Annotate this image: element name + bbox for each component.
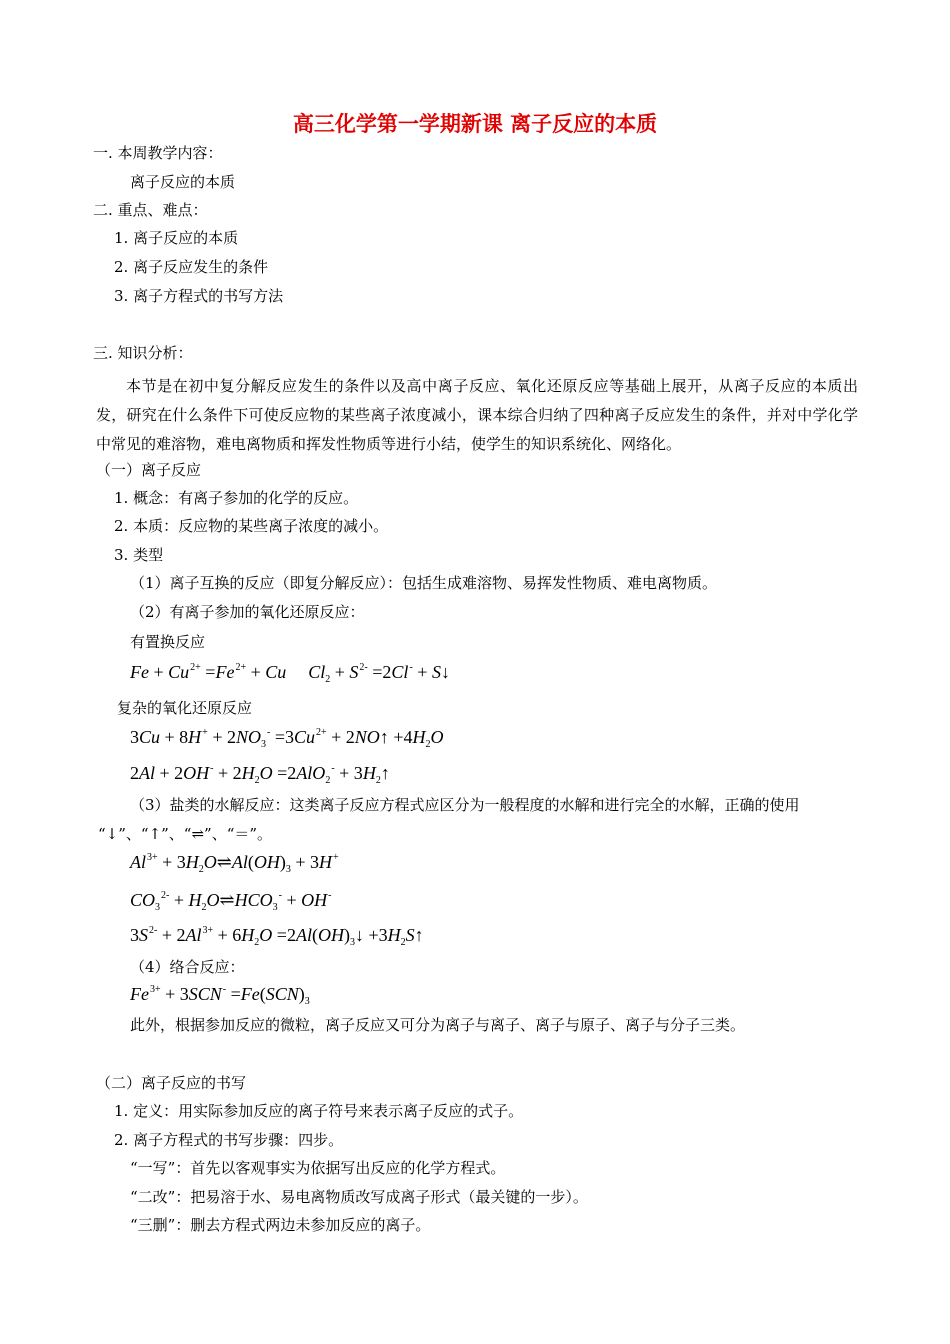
equation-complete-hydrolysis: $3S^{2-} + 2Al^{3+} + 6H_2O$ $=2Al(OH)_3↓$ $+3H_2S↑$ [130,925,424,948]
displacement-label: 有置换反应 [130,633,206,651]
equation-complexation: $Fe^{3+} + 3SCN^- =Fe(SCN)_3$ [130,984,310,1007]
step-3-line: “三删”：删去方程式两边未参加反应的离子。 [130,1216,431,1234]
part-2-heading: （二）离子反应的书写 [96,1074,247,1092]
equation-copper-nitric: $3Cu + 8H^+ + 2NO_3^- =3Cu^{2+}$ + 2NO↑ $+4H_2O$ [130,727,444,750]
step-1-line: “一写”：首先以客观事实为依据写出反应的化学方程式。 [130,1159,506,1177]
section-2-item-2: 2. 离子反应发生的条件 [114,258,269,276]
equation-carbonate-hydrolysis: $CO_3^{2-}$ + $H_2O\rightleftharpoons HCO_3^- + OH^-$ [130,890,332,913]
section-3-paragraph: 本节是在初中复分解反应发生的条件以及高中离子反应、氧化还原反应等基础上展开，从离子反应的本质出发，研究在什么条件下可使反应物的某些离子浓度减小，课本综合归纳了四种离子反应发生的条件，并对中学化学中常见的难溶物，难电离物质和挥发性物质等进行小结，使学生的知识系统化、网络化。 [96,377,858,453]
step-2-line: “二改”：把易溶于水、易电离物质改写成离子形式（最关键的一步）。 [130,1188,588,1206]
types-line: 3. 类型 [114,546,164,564]
type-2-line: （2）有离子参加的氧化还原反应： [130,603,365,621]
equation-aluminium-hydroxide: $2Al + 2OH^- + 2H_2O =2AlO_2^-$ + $3H_2↑$ [130,763,390,786]
section-2-heading: 二. 重点、难点： [93,201,208,219]
concept-line: 1. 概念：有离子参加的化学的反应。 [114,489,359,507]
type-3-line-2: “↓”、“↑”、“⇌”、“＝”。 [98,825,273,843]
section-3-heading: 三. 知识分析： [93,344,193,362]
equation-displacement: $Fe + Cu^{2+} =Fe^{2+} + Cu$ $Cl_2 + S^{2-} =2Cl^-$ + S↓ [130,662,450,685]
type-1-line: （1）离子互换的反应（即复分解反应）：包括生成难溶物、易挥发性物质、难电离物质。 [130,574,718,592]
essence-line: 2. 本质：反应物的某些离子浓度的减小。 [114,517,389,535]
extra-classification-line: 此外，根据参加反应的微粒，离子反应又可分为离子与离子、离子与原子、离子与分子三类。 [130,1016,746,1034]
section-2-item-3: 3. 离子方程式的书写方法 [114,287,284,305]
document-title: 高三化学第一学期新课 离子反应的本质 [292,111,658,136]
section-1-heading: 一. 本周教学内容： [93,144,223,162]
definition-line: 1. 定义：用实际参加反应的离子符号来表示离子反应的式子。 [114,1102,524,1120]
section-1-item: 离子反应的本质 [130,173,236,191]
type-4-line: （4）络合反应： [130,958,245,976]
steps-line: 2. 离子方程式的书写步骤：四步。 [114,1131,344,1149]
type-3-line-1: （3）盐类的水解反应：这类离子反应方程式应区分为一般程度的水解和进行完全的水解，正确的使用 [130,796,800,814]
equation-al-hydrolysis: $Al^{3+}$ + $3H_2O\rightleftharpoons Al(OH)_3 + 3H^+$ [130,852,339,875]
part-1-heading: （一）离子反应 [96,461,202,479]
complex-redox-label: 复杂的氧化还原反应 [117,699,253,717]
section-2-item-1: 1. 离子反应的本质 [114,229,239,247]
